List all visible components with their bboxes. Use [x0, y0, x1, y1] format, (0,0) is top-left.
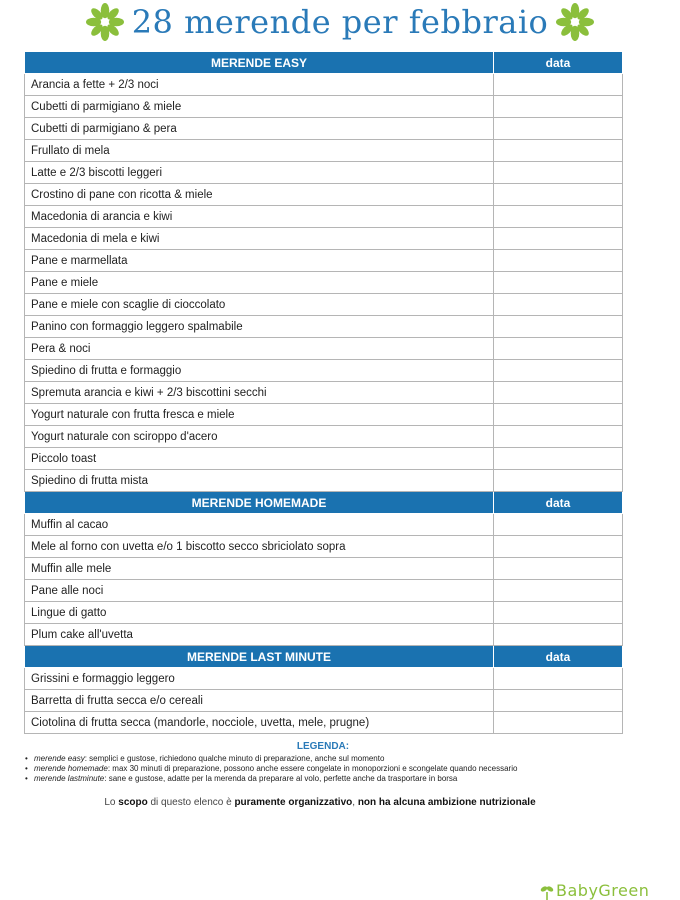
snack-table-body: [25, 52, 623, 734]
snack-name: Frullato di mela: [25, 140, 494, 162]
snack-name: Plum cake all'uvetta: [25, 624, 494, 646]
date-cell[interactable]: [494, 294, 623, 316]
date-cell[interactable]: [494, 448, 623, 470]
title-row: [0, 0, 680, 44]
snack-name: Macedonia di mela e kiwi: [25, 228, 494, 250]
page-title: 28 merende per febbraio: [131, 3, 549, 41]
date-cell[interactable]: [494, 690, 623, 712]
snack-name: Muffin al cacao: [25, 514, 494, 536]
table-row: [25, 118, 623, 140]
date-cell[interactable]: [494, 514, 623, 536]
table-row: [25, 74, 623, 96]
snack-name: Pane e miele con scaglie di cioccolato: [25, 294, 494, 316]
table-row: [25, 382, 623, 404]
date-cell[interactable]: [494, 228, 623, 250]
legend-item: [32, 754, 622, 764]
date-cell[interactable]: [494, 140, 623, 162]
flower-icon: [86, 3, 124, 41]
date-cell[interactable]: [494, 426, 623, 448]
table-row: [25, 580, 623, 602]
snack-table: [24, 51, 623, 734]
table-row: [25, 668, 623, 690]
table-row: [25, 184, 623, 206]
date-column-header: data: [494, 492, 623, 514]
snack-name: Grissini e formaggio leggero: [25, 668, 494, 690]
date-cell[interactable]: [494, 272, 623, 294]
note-text: ,: [352, 797, 358, 808]
date-column-header: data: [494, 646, 623, 668]
table-row: [25, 624, 623, 646]
snack-name: Arancia a fette + 2/3 noci: [25, 74, 494, 96]
snack-name: Pane e marmellata: [25, 250, 494, 272]
snack-name: Panino con formaggio leggero spalmabile: [25, 316, 494, 338]
date-cell[interactable]: [494, 74, 623, 96]
note-bold: scopo: [118, 797, 148, 808]
snack-name: Lingue di gatto: [25, 602, 494, 624]
table-row: [25, 690, 623, 712]
logo-text: BabyGreen: [556, 881, 650, 900]
section-header-row: [25, 646, 623, 668]
table-row: [25, 536, 623, 558]
section-header: MERENDE LAST MINUTE: [25, 646, 494, 668]
note-bold: puramente organizzativo: [234, 797, 353, 808]
date-cell[interactable]: [494, 118, 623, 140]
snack-name: Piccolo toast: [25, 448, 494, 470]
table-row: [25, 426, 623, 448]
snack-name: Cubetti di parmigiano & pera: [25, 118, 494, 140]
table-row: [25, 294, 623, 316]
snack-name: Pane e miele: [25, 272, 494, 294]
legend-text: : sane e gustose, adatte per la merenda da preparare al volo, perfette anche da trasportare in borsa: [104, 774, 458, 783]
table-row: [25, 96, 623, 118]
table-row: [25, 602, 623, 624]
disclaimer-note: [0, 797, 640, 808]
table-row: [25, 404, 623, 426]
babygreen-logo: [540, 882, 649, 900]
table-row: [25, 360, 623, 382]
date-cell[interactable]: [494, 536, 623, 558]
legend-list: [24, 754, 622, 784]
table-row: [25, 514, 623, 536]
table-row: [25, 206, 623, 228]
snack-name: Pera & noci: [25, 338, 494, 360]
date-cell[interactable]: [494, 470, 623, 492]
legend-item: [32, 774, 622, 784]
table-row: [25, 316, 623, 338]
date-cell[interactable]: [494, 668, 623, 690]
snack-name: Cubetti di parmigiano & miele: [25, 96, 494, 118]
date-cell[interactable]: [494, 250, 623, 272]
snack-name: Latte e 2/3 biscotti leggeri: [25, 162, 494, 184]
note-text: Lo: [104, 797, 119, 808]
table-row: [25, 712, 623, 734]
snack-name: Spiedino di frutta mista: [25, 470, 494, 492]
snack-name: Mele al forno con uvetta e/o 1 biscotto secco sbriciolato sopra: [25, 536, 494, 558]
legend-term: merende lastminute: [34, 774, 105, 783]
snack-name: Macedonia di arancia e kiwi: [25, 206, 494, 228]
table-row: [25, 272, 623, 294]
sprout-icon: [540, 884, 554, 900]
section-header: MERENDE EASY: [25, 52, 494, 74]
legend-text: : semplici e gustose, richiedono qualche minuto di preparazione, anche sul momento: [84, 754, 385, 763]
table-row: [25, 448, 623, 470]
date-cell[interactable]: [494, 404, 623, 426]
legend-term: merende easy: [34, 754, 85, 763]
table-row: [25, 558, 623, 580]
section-header-row: [25, 52, 623, 74]
date-cell[interactable]: [494, 580, 623, 602]
table-row: [25, 140, 623, 162]
snack-name: Yogurt naturale con frutta fresca e miele: [25, 404, 494, 426]
date-column-header: data: [494, 52, 623, 74]
date-cell[interactable]: [494, 382, 623, 404]
table-row: [25, 470, 623, 492]
table-row: [25, 162, 623, 184]
snack-name: Spiedino di frutta e formaggio: [25, 360, 494, 382]
section-header-row: [25, 492, 623, 514]
table-row: [25, 250, 623, 272]
note-text: di questo elenco è: [147, 797, 235, 808]
date-cell[interactable]: [494, 96, 623, 118]
date-cell[interactable]: [494, 558, 623, 580]
legend-text: : max 30 minuti di preparazione, possono anche essere congelate in monoporzioni e scongelate quando necessario: [107, 764, 518, 773]
snack-name: Barretta di frutta secca e/o cereali: [25, 690, 494, 712]
snack-name: Muffin alle mele: [25, 558, 494, 580]
date-cell[interactable]: [494, 360, 623, 382]
legend: [24, 741, 622, 784]
date-cell[interactable]: [494, 338, 623, 360]
date-cell[interactable]: [494, 206, 623, 228]
table-row: [25, 228, 623, 250]
legend-term: merende homemade: [34, 764, 108, 773]
note-bold: non ha alcuna ambizione nutrizionale: [357, 797, 536, 808]
table-row: [25, 338, 623, 360]
date-cell[interactable]: [494, 602, 623, 624]
date-cell[interactable]: [494, 624, 623, 646]
date-cell[interactable]: [494, 712, 623, 734]
date-cell[interactable]: [494, 162, 623, 184]
legend-item: [32, 764, 622, 774]
legend-title: LEGENDA:: [296, 741, 350, 752]
section-header: MERENDE HOMEMADE: [25, 492, 494, 514]
snack-name: Ciotolina di frutta secca (mandorle, nocciole, uvetta, mele, prugne): [25, 712, 494, 734]
snack-name: Spremuta arancia e kiwi + 2/3 biscottini secchi: [25, 382, 494, 404]
snack-name: Yogurt naturale con sciroppo d'acero: [25, 426, 494, 448]
flower-icon: [556, 3, 594, 41]
date-cell[interactable]: [494, 184, 623, 206]
snack-name: Crostino di pane con ricotta & miele: [25, 184, 494, 206]
date-cell[interactable]: [494, 316, 623, 338]
snack-name: Pane alle noci: [25, 580, 494, 602]
